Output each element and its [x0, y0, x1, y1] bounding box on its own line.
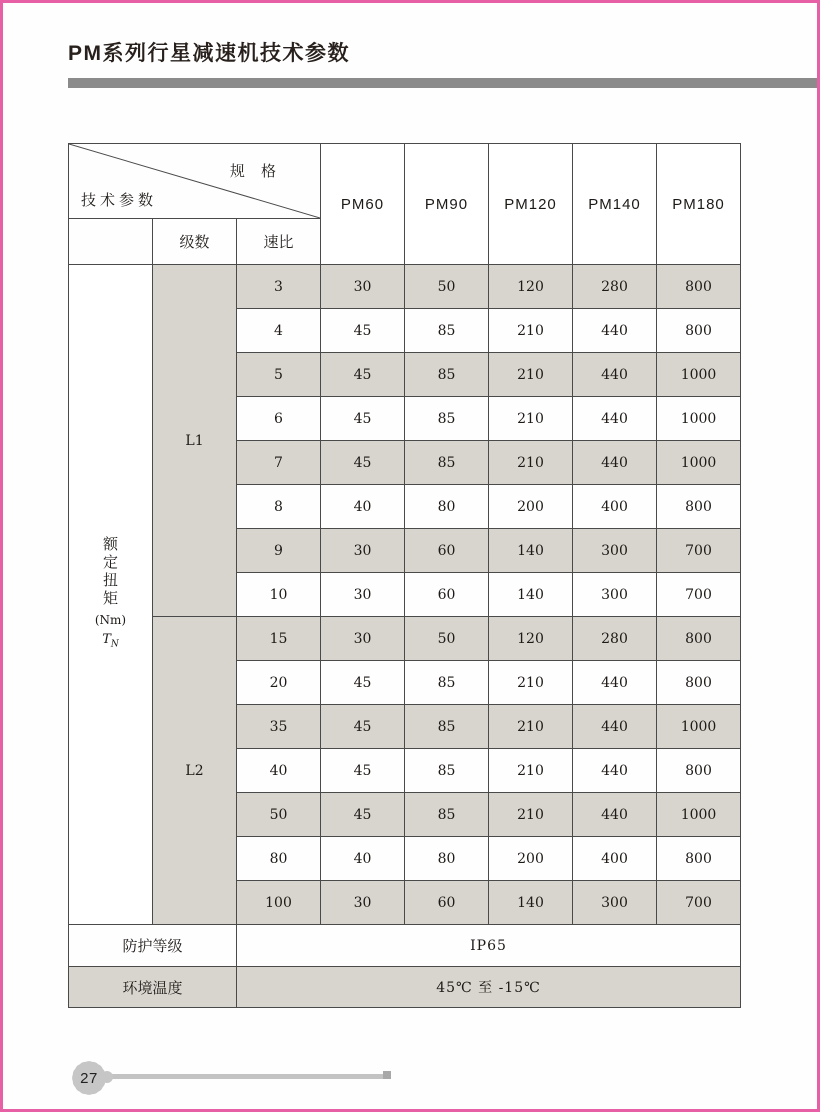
torque-value-cell-pm120: 140: [489, 573, 573, 617]
torque-value-cell-pm140: 440: [573, 705, 657, 749]
torque-value-cell-pm60: 45: [321, 661, 405, 705]
ratio-cell: 80: [237, 837, 321, 881]
ratio-cell: 10: [237, 573, 321, 617]
torque-value-cell-pm60: 45: [321, 309, 405, 353]
protection-label-cell: 防护等级: [69, 925, 237, 967]
torque-header-char: 定: [102, 553, 118, 571]
torque-value-cell-pm90: 80: [405, 837, 489, 881]
torque-value-cell-pm140: 440: [573, 309, 657, 353]
torque-value-cell-pm90: 60: [405, 881, 489, 925]
ratio-cell: 7: [237, 441, 321, 485]
torque-value-cell-pm140: 440: [573, 353, 657, 397]
torque-value-cell-pm180: 800: [657, 485, 741, 529]
diagonal-header-cell: [69, 144, 321, 219]
torque-value-cell-pm140: 440: [573, 397, 657, 441]
ratio-cell: 40: [237, 749, 321, 793]
torque-value-cell-pm140: 440: [573, 793, 657, 837]
torque-value-cell-pm120: 210: [489, 441, 573, 485]
torque-value-cell-pm140: 400: [573, 837, 657, 881]
column-header-pm180: PM180: [657, 144, 741, 265]
torque-value-cell-pm180: 800: [657, 309, 741, 353]
table-row: [69, 617, 741, 661]
torque-value-cell-pm180: 1000: [657, 397, 741, 441]
ratio-cell: 9: [237, 529, 321, 573]
torque-value-cell-pm140: 280: [573, 617, 657, 661]
torque-value-cell-pm120: 120: [489, 617, 573, 661]
protection-row: [69, 925, 741, 967]
ratio-cell: 5: [237, 353, 321, 397]
torque-value-cell-pm60: 45: [321, 353, 405, 397]
title-underline-bar: [68, 78, 817, 88]
torque-value-cell-pm90: 85: [405, 705, 489, 749]
temperature-value-cell: 45℃ 至 -15℃: [237, 967, 741, 1008]
header-tech-params-label: 技术参数: [81, 192, 158, 209]
temperature-label-cell: 环境温度: [69, 967, 237, 1008]
torque-value-cell-pm120: 210: [489, 749, 573, 793]
torque-value-cell-pm60: 45: [321, 793, 405, 837]
torque-value-cell-pm90: 60: [405, 529, 489, 573]
ratio-cell: 8: [237, 485, 321, 529]
torque-value-cell-pm120: 210: [489, 309, 573, 353]
ratio-cell: 50: [237, 793, 321, 837]
torque-value-cell-pm180: 800: [657, 749, 741, 793]
header-spec-label: 规 格: [229, 163, 283, 180]
torque-value-cell-pm140: 440: [573, 661, 657, 705]
column-header-pm60: PM60: [321, 144, 405, 265]
gear-icon: [70, 1059, 108, 1097]
ratio-cell: 3: [237, 265, 321, 309]
torque-value-cell-pm180: 800: [657, 617, 741, 661]
torque-value-cell-pm140: 300: [573, 881, 657, 925]
torque-header-char: 矩: [102, 589, 118, 607]
temperature-row: [69, 967, 741, 1008]
torque-value-cell-pm180: 1000: [657, 793, 741, 837]
torque-value-cell-pm90: 50: [405, 617, 489, 661]
footer-divider-line: [107, 1074, 387, 1079]
stage-header-cell: 级数: [153, 219, 237, 265]
stage-group-cell-l2: L2: [153, 617, 237, 925]
ratio-cell: 20: [237, 661, 321, 705]
table-header-row-1: [69, 144, 741, 219]
torque-value-cell-pm120: 210: [489, 793, 573, 837]
torque-value-cell-pm60: 45: [321, 397, 405, 441]
torque-value-cell-pm120: 210: [489, 705, 573, 749]
torque-value-cell-pm90: 85: [405, 661, 489, 705]
torque-value-cell-pm180: 1000: [657, 353, 741, 397]
torque-value-cell-pm180: 1000: [657, 441, 741, 485]
torque-value-cell-pm120: 140: [489, 881, 573, 925]
torque-value-cell-pm60: 45: [321, 749, 405, 793]
torque-value-cell-pm60: 30: [321, 573, 405, 617]
column-header-pm140: PM140: [573, 144, 657, 265]
spec-table: [68, 143, 741, 1008]
torque-value-cell-pm180: 800: [657, 265, 741, 309]
torque-value-cell-pm90: 85: [405, 397, 489, 441]
torque-value-cell-pm180: 800: [657, 837, 741, 881]
page-title: PM系列行星减速机技术参数: [68, 42, 350, 65]
torque-value-cell-pm90: 85: [405, 353, 489, 397]
torque-value-cell-pm120: 210: [489, 353, 573, 397]
column-header-pm120: PM120: [489, 144, 573, 265]
page-number-badge: 27: [80, 1069, 98, 1087]
torque-value-cell-pm120: 210: [489, 661, 573, 705]
stage-group-cell-l1: L1: [153, 265, 237, 617]
torque-value-cell-pm60: 30: [321, 265, 405, 309]
torque-value-cell-pm140: 280: [573, 265, 657, 309]
table-row: [69, 265, 741, 309]
protection-value-cell: IP65: [237, 925, 741, 967]
ratio-header-cell: 速比: [237, 219, 321, 265]
torque-value-cell-pm140: 300: [573, 529, 657, 573]
torque-value-cell-pm140: 300: [573, 573, 657, 617]
empty-header-cell: [69, 219, 153, 265]
torque-value-cell-pm120: 200: [489, 837, 573, 881]
torque-value-cell-pm60: 30: [321, 529, 405, 573]
torque-value-cell-pm180: 700: [657, 573, 741, 617]
torque-value-cell-pm90: 85: [405, 749, 489, 793]
ratio-cell: 15: [237, 617, 321, 661]
torque-value-cell-pm120: 120: [489, 265, 573, 309]
torque-value-cell-pm120: 140: [489, 529, 573, 573]
rated-torque-header-cell: [69, 265, 153, 925]
ratio-cell: 4: [237, 309, 321, 353]
torque-value-cell-pm60: 40: [321, 485, 405, 529]
torque-value-cell-pm90: 80: [405, 485, 489, 529]
torque-value-cell-pm140: 440: [573, 441, 657, 485]
torque-value-cell-pm90: 85: [405, 309, 489, 353]
torque-value-cell-pm180: 700: [657, 881, 741, 925]
torque-value-cell-pm60: 30: [321, 617, 405, 661]
ratio-cell: 100: [237, 881, 321, 925]
ratio-cell: 35: [237, 705, 321, 749]
torque-symbol: $T_N$: [102, 631, 119, 650]
footer-line-end-cap: [383, 1071, 391, 1079]
torque-value-cell-pm60: 45: [321, 441, 405, 485]
torque-value-cell-pm180: 1000: [657, 705, 741, 749]
torque-value-cell-pm180: 800: [657, 661, 741, 705]
torque-value-cell-pm60: 45: [321, 705, 405, 749]
column-header-pm90: PM90: [405, 144, 489, 265]
torque-value-cell-pm90: 85: [405, 441, 489, 485]
torque-value-cell-pm180: 700: [657, 529, 741, 573]
torque-value-cell-pm120: 210: [489, 397, 573, 441]
torque-value-cell-pm120: 200: [489, 485, 573, 529]
torque-value-cell-pm90: 60: [405, 573, 489, 617]
torque-unit-label: (Nm): [94, 612, 127, 627]
torque-value-cell-pm140: 440: [573, 749, 657, 793]
torque-value-cell-pm60: 30: [321, 881, 405, 925]
torque-header-char: 额: [102, 535, 118, 553]
ratio-cell: 6: [237, 397, 321, 441]
torque-value-cell-pm140: 400: [573, 485, 657, 529]
torque-value-cell-pm90: 50: [405, 265, 489, 309]
torque-header-char: 扭: [102, 571, 118, 589]
torque-value-cell-pm90: 85: [405, 793, 489, 837]
torque-value-cell-pm60: 40: [321, 837, 405, 881]
